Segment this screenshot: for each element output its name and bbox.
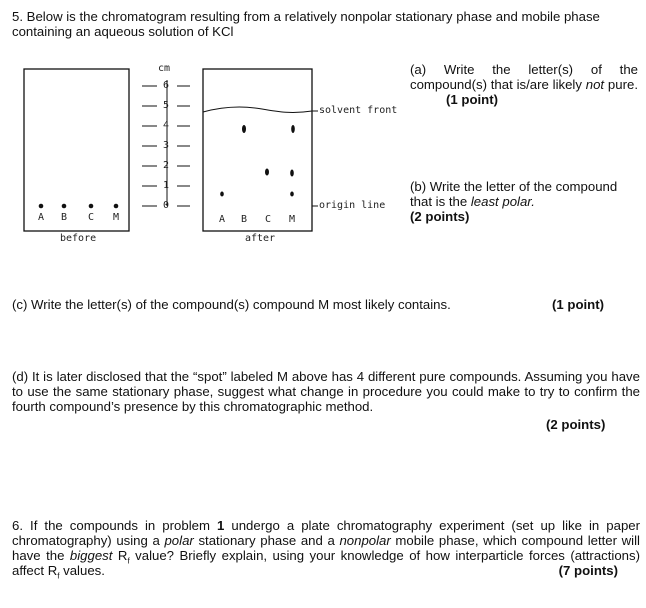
question-6-part-5: value? Briefly explain, using your knowledge of how interparticle forces (attractions) affect	[12, 548, 640, 578]
question-5-body: Below is the chromatogram resulting from a relatively nonpolar stationary phase and mobile phase containing an aqueous solution of KCl	[12, 9, 600, 39]
after-spot-m-upper	[291, 125, 295, 133]
question-6-part-2: undergo a plate chromatography experiment (set up like in paper chromatography) using a	[12, 518, 641, 548]
part-b-points: (2 points)	[410, 209, 470, 224]
part-b-text	[410, 179, 642, 224]
after-lane-b: B	[241, 214, 248, 225]
question-6-part-3: stationary phase and a	[198, 533, 335, 548]
scale-tick-4: 4	[163, 120, 170, 131]
question-6-problem-number: 1	[217, 518, 225, 533]
part-a-end: pure.	[607, 77, 638, 92]
after-lane-c: C	[265, 214, 272, 225]
after-spot-m-middle	[290, 170, 294, 177]
question-6-part-6: values.	[63, 563, 105, 578]
part-b-emphasis: least polar.	[470, 194, 535, 209]
question-6-part-1: If the compounds in problem	[30, 518, 210, 533]
after-spot-b-upper	[242, 125, 246, 133]
part-a-points: (1 point)	[446, 92, 499, 107]
before-spot-c	[89, 204, 94, 209]
scale-tick-5: 5	[163, 100, 170, 111]
after-lane-m: M	[289, 214, 296, 225]
scale-unit-label: cm	[158, 63, 171, 74]
before-spot-a	[39, 204, 44, 209]
before-lane-b: B	[61, 212, 68, 223]
part-c-text: (c) Write the letter(s) of the compound(s) compound M most likely contains.	[12, 297, 451, 312]
solvent-front-line	[203, 107, 312, 112]
scale-tick-3: 3	[163, 140, 170, 151]
scale-tick-0: 0	[163, 200, 170, 211]
before-spot-b	[62, 204, 67, 209]
question-6-rf-2: $R_f$	[47, 563, 60, 581]
part-c-points: (1 point)	[552, 297, 605, 312]
solvent-front-label: solvent front	[319, 105, 398, 116]
before-spot-m	[114, 204, 119, 209]
question-6-part-4: mobile phase, which compound letter will have the	[12, 533, 640, 563]
question-6-nonpolar: nonpolar	[339, 533, 391, 548]
before-lane-a: A	[38, 212, 45, 223]
part-a-text	[410, 62, 638, 107]
before-lane-c: C	[88, 212, 95, 223]
question-6-text	[12, 518, 641, 581]
scale-tick-1: 1	[163, 180, 170, 191]
scale-tick-6: 6	[163, 80, 170, 91]
part-a-label: (a)	[410, 62, 427, 77]
before-caption: before	[60, 233, 97, 244]
part-a-emphasis: not	[585, 77, 605, 92]
part-b-body: (b) Write the letter of the compound that is the	[410, 179, 618, 209]
part-a-body: Write the letter(s) of the compound(s) that is/are likely	[410, 62, 638, 92]
after-caption: after	[245, 233, 276, 244]
part-d-text: (d) It is later disclosed that the “spot” labeled M above has 4 different pure compounds. Assuming you have to use the same stationary phase, suggest what change in procedure you could make to try to confirm the fourth compound’s presence by this chromatographic method.	[12, 369, 640, 414]
after-spot-c-lower	[265, 169, 269, 176]
scale-tick-2: 2	[163, 160, 170, 171]
question-5-number: 5.	[12, 9, 23, 24]
before-lane-m: M	[113, 212, 120, 223]
origin-line-label: origin line	[319, 200, 386, 211]
after-lane-a: A	[219, 214, 226, 225]
after-spot-m-lower	[290, 192, 294, 197]
after-plate	[203, 69, 312, 231]
after-spot-a	[220, 192, 224, 197]
question-6-polar: polar	[164, 533, 194, 548]
part-d-points: (2 points)	[546, 417, 606, 432]
question-6-biggest: biggest	[69, 548, 113, 563]
question-6-rf-1: $R_f$	[117, 548, 130, 566]
question-6-points: (7 points)	[558, 563, 618, 578]
question-6-number: 6.	[12, 518, 23, 533]
